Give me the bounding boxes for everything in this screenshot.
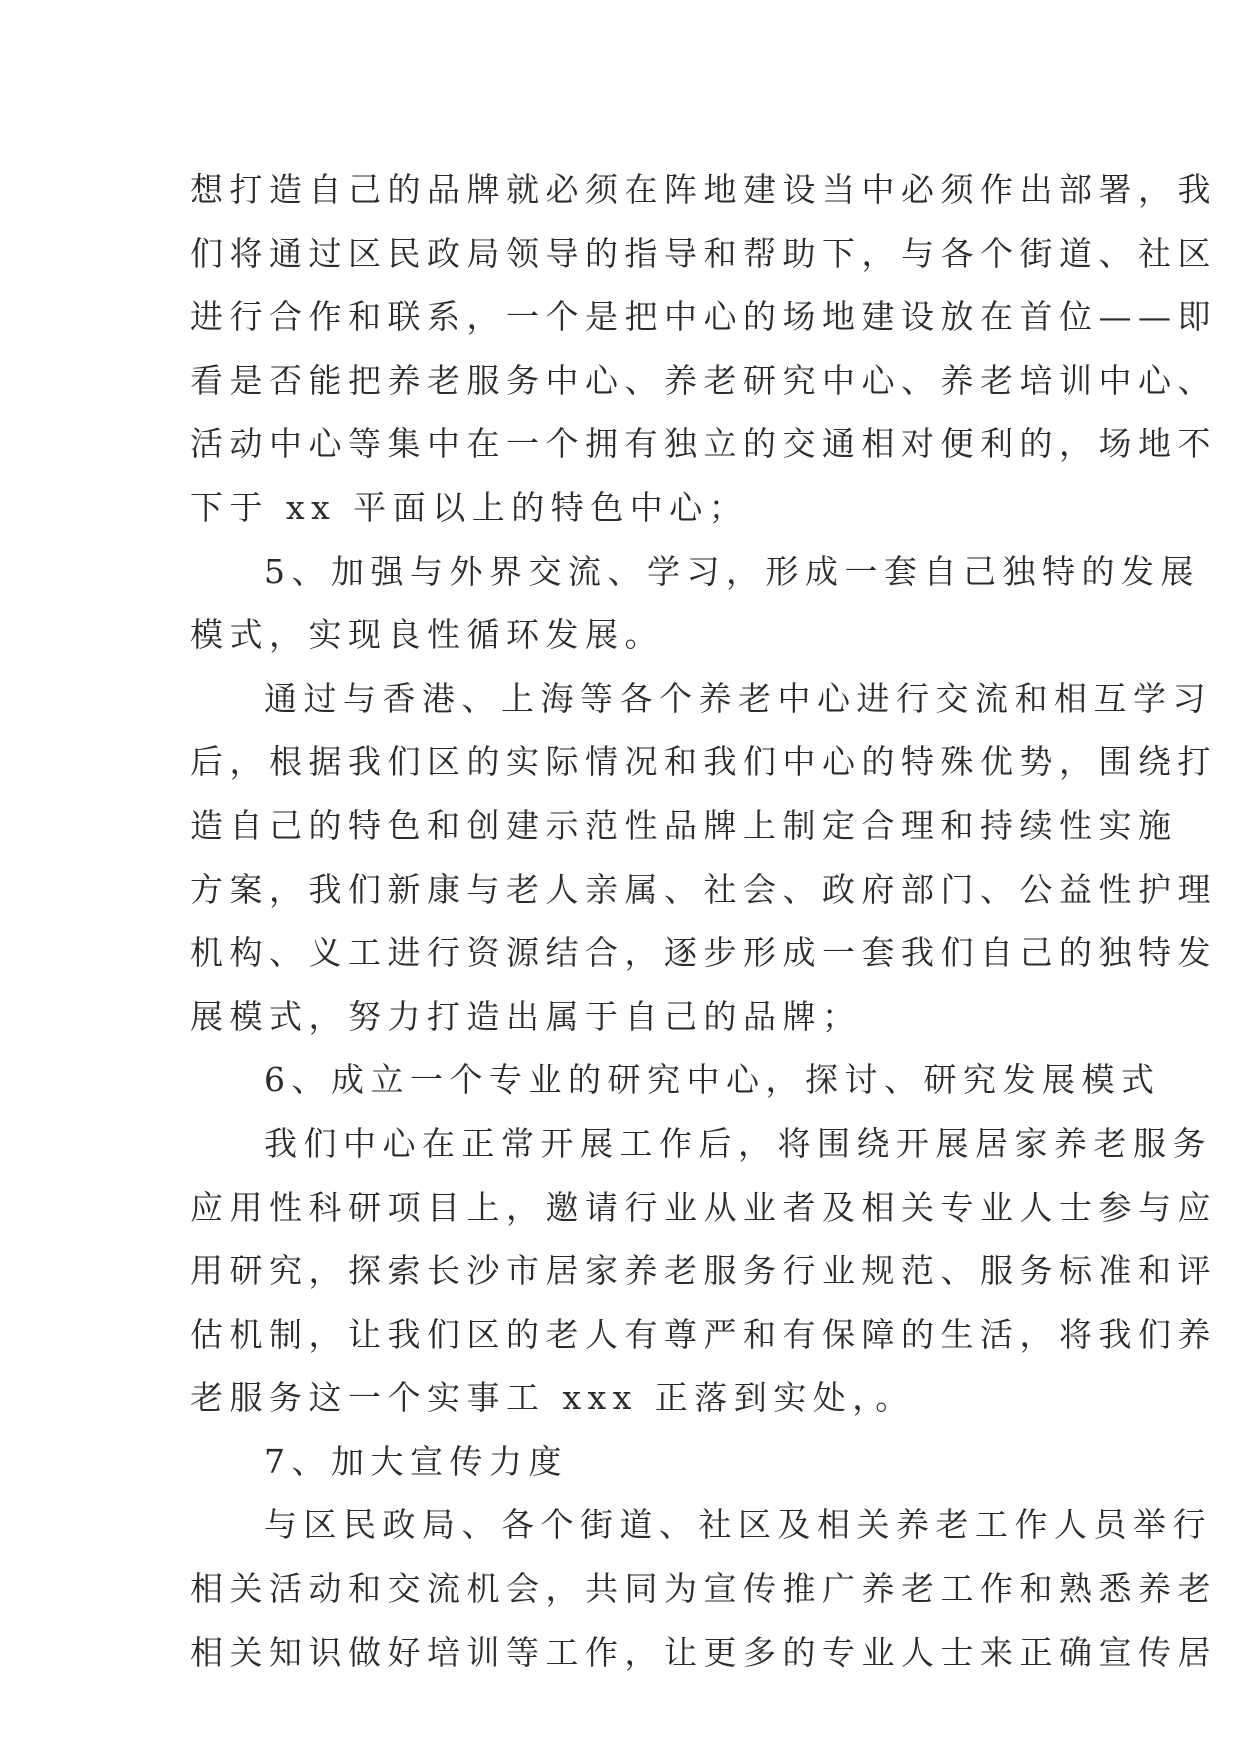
text-line: 机构、义工进行资源结合，逐步形成一套我们自己的独特发: [190, 933, 1217, 973]
text-line: 展模式，努力打造出属于自己的品牌；: [190, 996, 862, 1036]
paragraph-start: 我们中心在正常开展工作后，将围绕开展居家养老服务: [264, 1123, 1212, 1163]
text-line: 下于 xx 平面以上的特色中心；: [190, 487, 749, 527]
text-line: 老服务这一个实事工 xxx 正落到实处，。: [190, 1378, 915, 1418]
paragraph-start: 通过与香港、上海等各个养老中心进行交流和相互学习: [264, 678, 1212, 718]
text-line: 们将通过区民政局领导的指导和帮助下，与各个街道、社区: [190, 233, 1217, 273]
text-line: 活动中心等集中在一个拥有独立的交通相对便利的，场地不: [190, 424, 1217, 464]
text-line: 相关知识做好培训等工作，让更多的专业人士来正确宣传居: [190, 1632, 1217, 1672]
text-line: 模式，实现良性循环发展。: [190, 615, 664, 655]
text-line: 后，根据我们区的实际情况和我们中心的特殊优势，围绕打: [190, 742, 1217, 782]
section-heading-5: 5、加强与外界交流、学习，形成一套自己独特的发展: [264, 551, 1200, 591]
text-line: 估机制，让我们区的老人有尊严和有保障的生活，将我们养: [190, 1314, 1217, 1354]
document-body: [190, 158, 1217, 1684]
text-line: 造自己的特色和创建示范性品牌上制定合理和持续性实施: [190, 805, 1178, 845]
text-line: 进行合作和联系，一个是把中心的场地建设放在首位——即: [190, 297, 1217, 337]
text-line: 应用性科研项目上，邀请行业从业者及相关专业人士参与应: [190, 1187, 1217, 1227]
text-line: 相关活动和交流机会，共同为宣传推广养老工作和熟悉养老: [190, 1569, 1217, 1609]
section-heading-6: 6、成立一个专业的研究中心，探讨、研究发展模式: [264, 1060, 1161, 1100]
paragraph-start: 与区民政局、各个街道、社区及相关养老工作人员举行: [264, 1505, 1212, 1545]
text-line: 想打造自己的品牌就必须在阵地建设当中必须作出部署，我: [190, 170, 1217, 209]
text-line: 用研究，探索长沙市居家养老服务行业规范、服务标准和评: [190, 1251, 1217, 1291]
text-line: 方案，我们新康与老人亲属、社会、政府部门、公益性护理: [190, 869, 1217, 909]
text-line: 看是否能把养老服务中心、养老研究中心、养老培训中心、: [190, 360, 1217, 400]
section-heading-7: 7、加大宣传力度: [264, 1441, 568, 1481]
